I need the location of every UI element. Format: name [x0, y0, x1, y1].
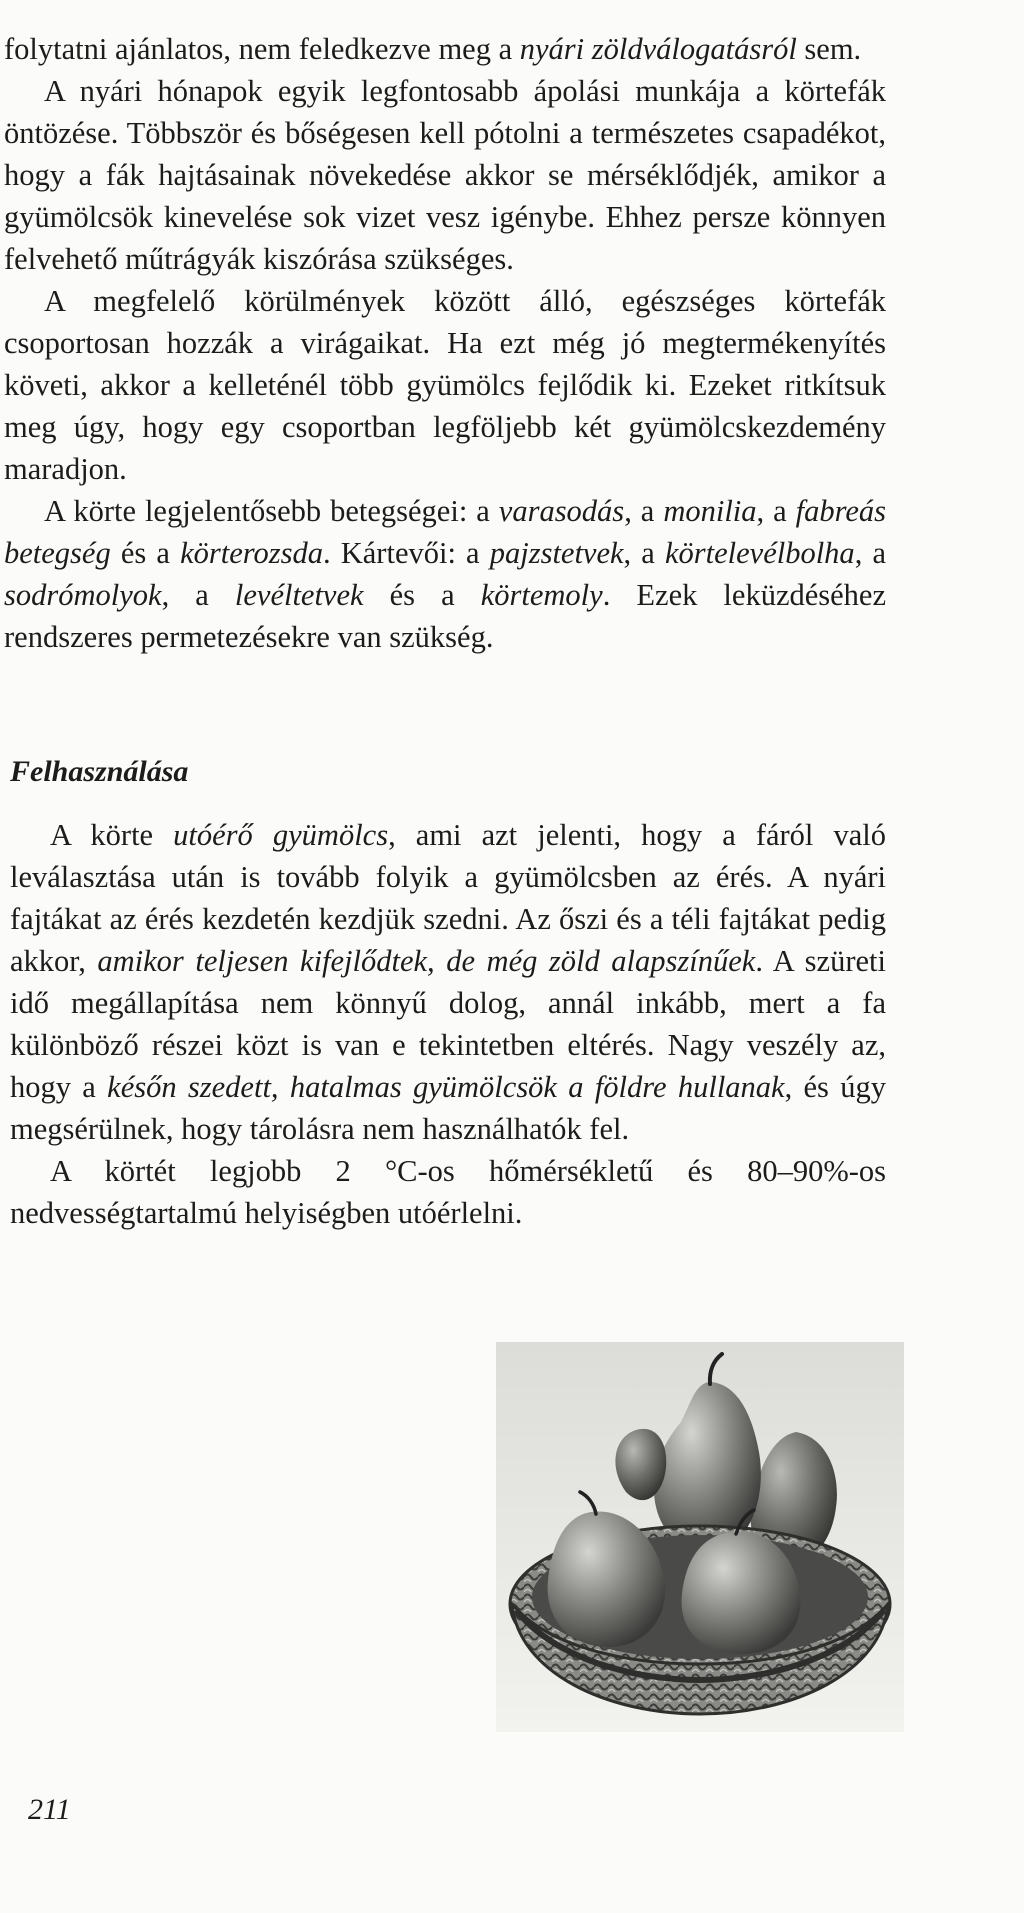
emphasis-utoero-gyumolcs: utóérő gyümölcs: [173, 818, 389, 852]
section-text: [10, 814, 886, 1234]
emphasis-kortelevelbolha: körtelevélbolha: [664, 536, 855, 570]
section-title: Felhasználása: [10, 755, 189, 788]
paragraph-2: A nyári hónapok egyik legfontosabb ápolási munkája a körtefák öntözése. Többször és bőségesen kell pótolni a természetes csapadékot, hogy a fák hajtásainak növekedése akkor se mérséklődjék, amikor a gyümölcsök kinevelése sok vizet vesz igénybe. Ehhez persze könnyen felvehető műtrágyák kiszórása szükséges.: [4, 74, 886, 276]
emphasis-leveltetvek: levéltetvek: [234, 578, 364, 612]
emphasis-monilia: monilia: [663, 494, 757, 528]
emphasis-fabreas-betegseg: fabreás betegség: [4, 494, 887, 570]
emphasis-kortemoly: körtemoly: [480, 578, 603, 612]
emphasis-korterozsda: körterozsda: [180, 536, 323, 570]
emphasis-varasodas: varasodás: [498, 494, 625, 528]
pear-basket-photo: [496, 1342, 904, 1732]
paragraph-4: A körte legjelentősebb betegségei: a varasodás, a monilia, a fabreás betegség és a körterozsda. Kártevői: a pajzstetvek, a körtelevélbolha, a sodrómolyok, a levéltetvek és a körtemoly. Ezek leküzdéséhez rendszeres permetezésekre van szükség.: [4, 494, 887, 654]
paragraph-1: folytatni ajánlatos, nem feledkezve meg a nyári zöldválogatásról sem.: [4, 32, 862, 66]
emphasis-nyari-zoldvalogatas: nyári zöldválogatásról: [519, 32, 797, 66]
emphasis-kifejlodtek: amikor teljesen kifejlődtek, de még zöld alapszínűek: [97, 944, 756, 978]
emphasis-foldre-hullanak: későn szedett, hatalmas gyümölcsök a földre hullanak: [107, 1070, 785, 1104]
page-number: 211: [28, 1793, 71, 1826]
section-paragraph-2: A körtét legjobb 2 °C-os hőmérsékletű és 80–90%-os nedvességtartalmú helyiségben utóérlelni.: [10, 1154, 886, 1230]
emphasis-pajzstetvek: pajzstetvek: [489, 536, 624, 570]
emphasis-sodromolyok: sodrómolyok: [4, 578, 162, 612]
section-paragraph-1: A körte utóérő gyümölcs, ami azt jelenti, hogy a fáról való leválasztása után is tovább folyik a gyümölcsben az érés. A nyári fajtákat az érés kezdetén kezdjük szedni. Az őszi és a téli fajtákat pedig akkor, amikor teljesen kifejlődtek, de még zöld alapszínűek. A szüreti idő megállapítása nem könnyű dolog, annál inkább, mert a fa különböző részei közt is van e tekintetben eltérés. Nagy veszély az, hogy a későn szedett, hatalmas gyümölcsök a földre hullanak, és úgy megsérülnek, hogy tárolásra nem használhatók fel.: [10, 818, 886, 1146]
body-text: [4, 28, 886, 658]
paragraph-3: A megfelelő körülmények között álló, egészséges körtefák csoportosan hozzák a virágaikat. Ha ezt még jó megtermékenyítés követi, akkor a kelleténél több gyümölcs fejlődik ki. Ezeket ritkítsuk meg úgy, hogy egy csoportban legföljebb két gyümölcskezdemény maradjon.: [4, 284, 886, 486]
